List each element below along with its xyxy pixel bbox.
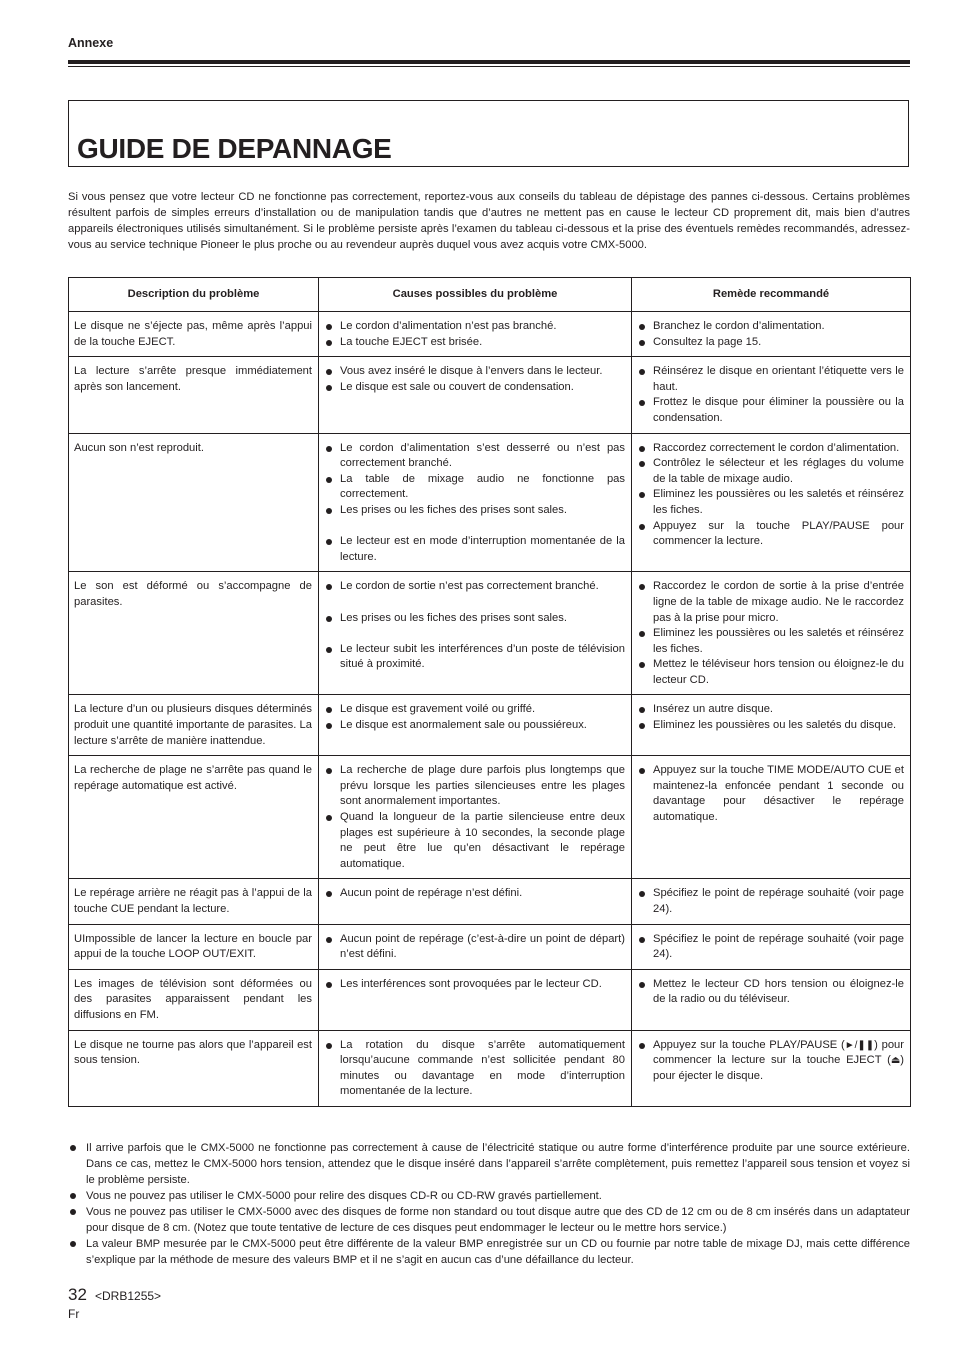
table-header-row <box>69 278 911 312</box>
remedy-item: Spécifiez le point de repérage souhaité (voir page 24). <box>637 886 904 917</box>
notes-list <box>68 1140 910 1268</box>
remedy-item: Mettez le lecteur CD hors tension ou éloignez-le de la radio ou du téléviseur. <box>637 977 904 1008</box>
cause-item: Le cordon de sortie n’est pas correctement branché. <box>324 579 625 595</box>
remedy-item: Consultez la page 15. <box>637 335 904 351</box>
table-row <box>69 879 911 924</box>
cause-item: Le lecteur subit les interférences d’un poste de télévision situé à proximité. <box>324 642 625 673</box>
remedy-cell <box>632 695 911 756</box>
page-number: 32 <box>68 1285 87 1304</box>
remedy-cell <box>632 572 911 695</box>
remedy-cell <box>632 969 911 1030</box>
note-item: Il arrive parfois que le CMX-5000 ne fonctionne pas correctement à cause de l’électricité statique ou autre forme d’interférence produite par une source extérieure. Dans ce cas, mettez le CMX-5000 hors tension, attendez que le disque inséré dans l’appareil s’arrête complètement, puis remettez l’appareil sous tension et voyez si le problème persiste. <box>68 1140 910 1188</box>
table-row <box>69 312 911 357</box>
note-item: Vous ne pouvez pas utiliser le CMX-5000 avec des disques de forme non standard ou tout disque autre que des CD de 12 cm ou de 8 cm insérés dans un adaptateur pour disque de 8 cm. (Notez que toute tentative de lecture de ces disques peut endommager le lecteur ou le mettre hors service.) <box>68 1204 910 1236</box>
remedy-item: Frottez le disque pour éliminer la poussière ou la condensation. <box>637 395 904 426</box>
cause-item: Le cordon d’alimentation n’est pas branché. <box>324 319 625 335</box>
causes-cell <box>319 756 632 879</box>
causes-cell <box>319 357 632 433</box>
remedy-item: Appuyez sur la touche PLAY/PAUSE pour commencer la lecture. <box>637 519 904 550</box>
causes-cell <box>319 879 632 924</box>
header-rule-thin <box>68 66 910 67</box>
remedy-item: Eliminez les poussières ou les saletés et réinsérez les fiches. <box>637 626 904 657</box>
problem-cell: Les images de télévision sont déformées ou des parasites apparaissent pendant les diffusions en FM. <box>69 969 319 1030</box>
remedy-item: Raccordez correctement le cordon d’alimentation. <box>637 441 904 457</box>
cause-item: Les prises ou les fiches des prises sont sales. <box>324 503 625 519</box>
causes-cell <box>319 312 632 357</box>
cause-item: Le cordon d’alimentation s’est desserré ou n’est pas correctement branché. <box>324 441 625 472</box>
table-row <box>69 756 911 879</box>
problem-cell: Le disque ne tourne pas alors que l’appareil est sous tension. <box>69 1030 319 1106</box>
causes-cell <box>319 1030 632 1106</box>
cause-item: La table de mixage audio ne fonctionne pas correctement. <box>324 472 625 503</box>
cause-item: Le disque est gravement voilé ou griffé. <box>324 702 625 718</box>
section-label: Annexe <box>68 36 114 50</box>
causes-cell <box>319 924 632 969</box>
causes-cell <box>319 572 632 695</box>
document-reference: <DRB1255> <box>95 1289 162 1303</box>
table-row <box>69 572 911 695</box>
problem-cell: La lecture d’un ou plusieurs disques déterminés produit une quantité importante de parasites. La lecture s’arrête de manière inattendue. <box>69 695 319 756</box>
problem-cell: Le repérage arrière ne réagit pas à l’appui de la touche CUE pendant la lecture. <box>69 879 319 924</box>
column-header-remedy: Remède recommandé <box>632 278 911 312</box>
cause-item: La touche EJECT est brisée. <box>324 335 625 351</box>
problem-cell: Aucun son n’est reproduit. <box>69 433 319 572</box>
causes-cell <box>319 969 632 1030</box>
remedy-item <box>637 1038 904 1085</box>
cause-item: Le disque est anormalement sale ou poussiéreux. <box>324 718 625 734</box>
note-item: Vous ne pouvez pas utiliser le CMX-5000 pour relire des disques CD-R ou CD-RW gravés partiellement. <box>68 1188 910 1204</box>
cause-item: La rotation du disque s’arrête automatiquement lorsqu’aucune commande n’est sollicitée pendant 80 minutes ou davantage en mode d’interruption momentanée de la lecture. <box>324 1038 625 1100</box>
problem-cell: UImpossible de lancer la lecture en boucle par appui de la touche LOOP OUT/EXIT. <box>69 924 319 969</box>
table-row <box>69 1030 911 1106</box>
title-box <box>68 100 909 167</box>
remedy-cell <box>632 1030 911 1106</box>
problem-cell: La recherche de plage ne s’arrête pas quand le repérage automatique est activé. <box>69 756 319 879</box>
problem-cell: La lecture s’arrête presque immédiatement après son lancement. <box>69 357 319 433</box>
cause-item: Vous avez inséré le disque à l’envers dans le lecteur. <box>324 364 625 380</box>
remedy-item: Contrôlez le sélecteur et les réglages du volume de la table de mixage audio. <box>637 456 904 487</box>
troubleshooting-table <box>68 277 911 1107</box>
remedy-item: Insérez un autre disque. <box>637 702 904 718</box>
language-code: Fr <box>68 1307 80 1321</box>
remedy-cell <box>632 357 911 433</box>
note-item: La valeur BMP mesurée par le CMX-5000 peut être différente de la valeur BMP enregistrée sur un CD ou fournie par notre table de mixage DJ, mais cette différence s’explique par la méthode de mesure des valeurs BMP et il ne s’agit en aucun cas d’une défaillance du lecteur. <box>68 1236 910 1268</box>
remedy-item: Réinsérez le disque en orientant l’étiquette vers le haut. <box>637 364 904 395</box>
play-pause-icon: ►/❚❚ <box>844 1039 875 1051</box>
remedy-text-part: ) pour éjecter le disque. <box>653 1054 904 1082</box>
cause-item: Aucun point de repérage (c’est-à-dire un point de départ) n’est défini. <box>324 932 625 963</box>
cause-item: Aucun point de repérage n’est défini. <box>324 886 625 902</box>
remedy-item: Spécifiez le point de repérage souhaité (voir page 24). <box>637 932 904 963</box>
table-row <box>69 357 911 433</box>
table-row <box>69 695 911 756</box>
table-row <box>69 924 911 969</box>
column-header-problem: Description du problème <box>69 278 319 312</box>
table-row <box>69 969 911 1030</box>
remedy-text-part: Appuyez sur la touche PLAY/PAUSE ( <box>653 1038 845 1051</box>
cause-item: Les interférences sont provoquées par le lecteur CD. <box>324 977 625 993</box>
remedy-text-part: ) pour commencer la lecture sur la touche EJECT ( <box>653 1038 904 1067</box>
remedy-cell <box>632 433 911 572</box>
problem-cell: Le son est déformé ou s’accompagne de parasites. <box>69 572 319 695</box>
cause-item: Le lecteur est en mode d’interruption momentanée de la lecture. <box>324 534 625 565</box>
remedy-cell <box>632 756 911 879</box>
cause-item: Les prises ou les fiches des prises sont sales. <box>324 611 625 627</box>
remedy-item: Mettez le téléviseur hors tension ou éloignez-le du lecteur CD. <box>637 657 904 688</box>
remedy-cell <box>632 924 911 969</box>
causes-cell <box>319 695 632 756</box>
remedy-cell <box>632 879 911 924</box>
remedy-item: Raccordez le cordon de sortie à la prise d’entrée ligne de la table de mixage audio. Ne le raccordez pas à la prise pour micro. <box>637 579 904 626</box>
column-header-causes: Causes possibles du problème <box>319 278 632 312</box>
causes-cell <box>319 433 632 572</box>
remedy-item: Appuyez sur la touche TIME MODE/AUTO CUE et maintenez-la enfoncée pendant 1 seconde ou davantage pour désactiver le repérage automatique. <box>637 763 904 825</box>
problem-cell: Le disque ne s’éjecte pas, même après l’appui de la touche EJECT. <box>69 312 319 357</box>
table-row <box>69 433 911 572</box>
cause-item: La recherche de plage dure parfois plus longtemps que prévu lorsque les parties silencieuses entre les plages sont anormalement importantes. <box>324 763 625 810</box>
cause-item: Quand la longueur de la partie silencieuse entre deux plages est supérieure à 10 secondes, la seconde plage ne peut être lue qu’en désactivant le repérage automatique. <box>324 810 625 872</box>
eject-icon: ⏏ <box>890 1055 901 1067</box>
page-title: GUIDE DE DEPANNAGE <box>77 133 392 164</box>
intro-paragraph: Si vous pensez que votre lecteur CD ne fonctionne pas correctement, reportez-vous aux conseils du tableau de dépistage des pannes ci-dessous. Certains problèmes résultent parfois de simples erreurs d’installation ou de manipulation tandis que d’autres ne mettent pas en cause le lecteur CD proprement dit, mais bien d’autres appareils électroniques utilisés simultanément. Si le problème persiste après l’examen du tableau ci-dessous et la prise des éventuels remèdes recommandés, adressez-vous au service technique Pioneer le plus proche ou au revendeur auprès duquel vous avez acquis votre CMX-5000. <box>68 191 910 251</box>
remedy-item: Eliminez les poussières ou les saletés et réinsérez les fiches. <box>637 487 904 518</box>
remedy-item: Eliminez les poussières ou les saletés du disque. <box>637 718 904 734</box>
cause-item: Le disque est sale ou couvert de condensation. <box>324 380 625 396</box>
remedy-cell <box>632 312 911 357</box>
header-rule <box>68 60 910 64</box>
remedy-item: Branchez le cordon d’alimentation. <box>637 319 904 335</box>
